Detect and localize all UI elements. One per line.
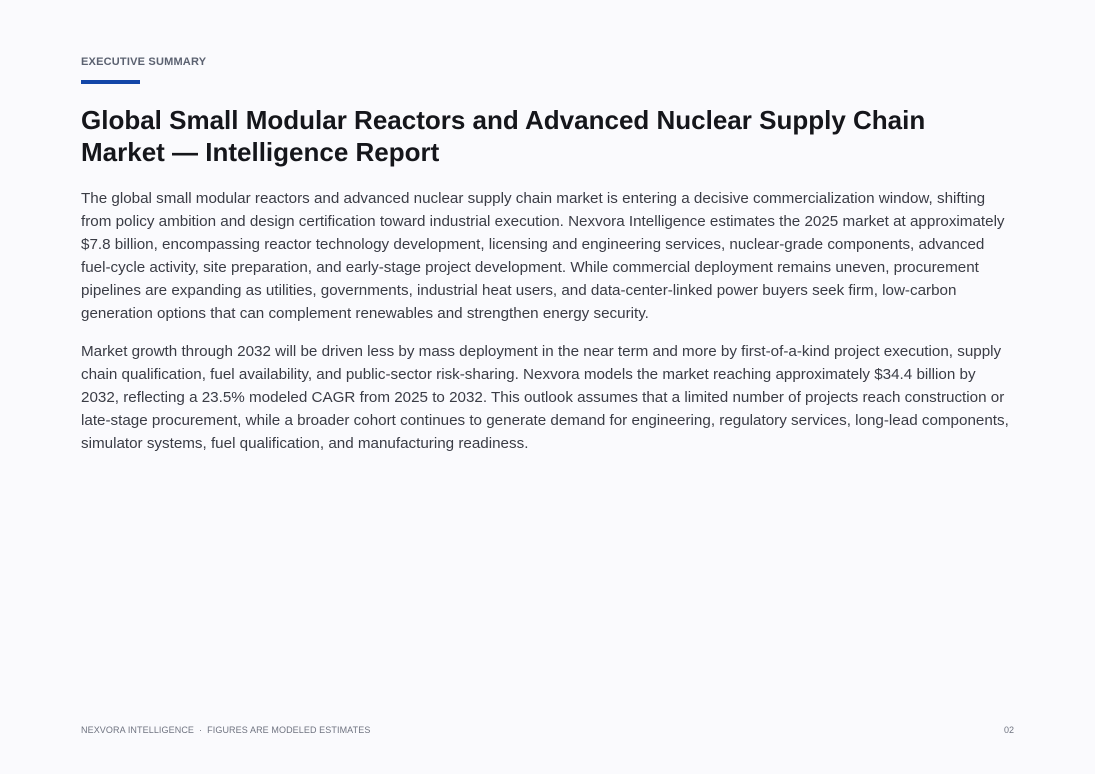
page-number: 02 (1003, 725, 1014, 735)
summary-paragraph-1: The global small modular reactors and advanced nuclear supply chain market is entering a decisive commercialization window, shifting from policy ambition and design certification toward industrial execution. Nexvora Intelligence estimates the 2025 market at approximately $7.8 billion, encompassing reactor technology development, licensing and engineering services, nuclear-grade components, advanced fuel-cycle activity, site preparation, and early-stage project development. While commercial deployment remains uneven, procurement pipelines are expanding as utilities, governments, industrial heat users, and data-center-linked power buyers seek firm, low-carbon generation options that can complement renewables and strengthen energy security. (81, 190, 1005, 322)
section-label: EXECUTIVE SUMMARY (81, 56, 207, 68)
footer-separator: · (199, 725, 203, 735)
footer-note: FIGURES ARE MODELED ESTIMATES (207, 725, 371, 735)
footer-brand: NEXVORA INTELLIGENCE (81, 725, 195, 735)
report-page (81, 0, 1016, 774)
summary-paragraph-2: Market growth through 2032 will be driven less by mass deployment in the near term and more by first-of-a-kind project execution, supply chain qualification, fuel availability, and public-sector risk-sharing. Nexvora models the market reaching approximately $34.4 billion by 2032, reflecting a 23.5% modeled CAGR from 2025 to 2032. This outlook assumes that a limited number of projects reach construction or late-stage procurement, while a broader cohort continues to generate demand for engineering, regulatory services, long-lead components, simulator systems, fuel qualification, and manufacturing readiness. (81, 343, 1009, 452)
summary-body (81, 187, 1016, 470)
footer-left (81, 725, 370, 735)
accent-bar (81, 80, 140, 84)
page-title: Global Small Modular Reactors and Advanced Nuclear Supply Chain Market — Intelligence Report (81, 105, 926, 167)
